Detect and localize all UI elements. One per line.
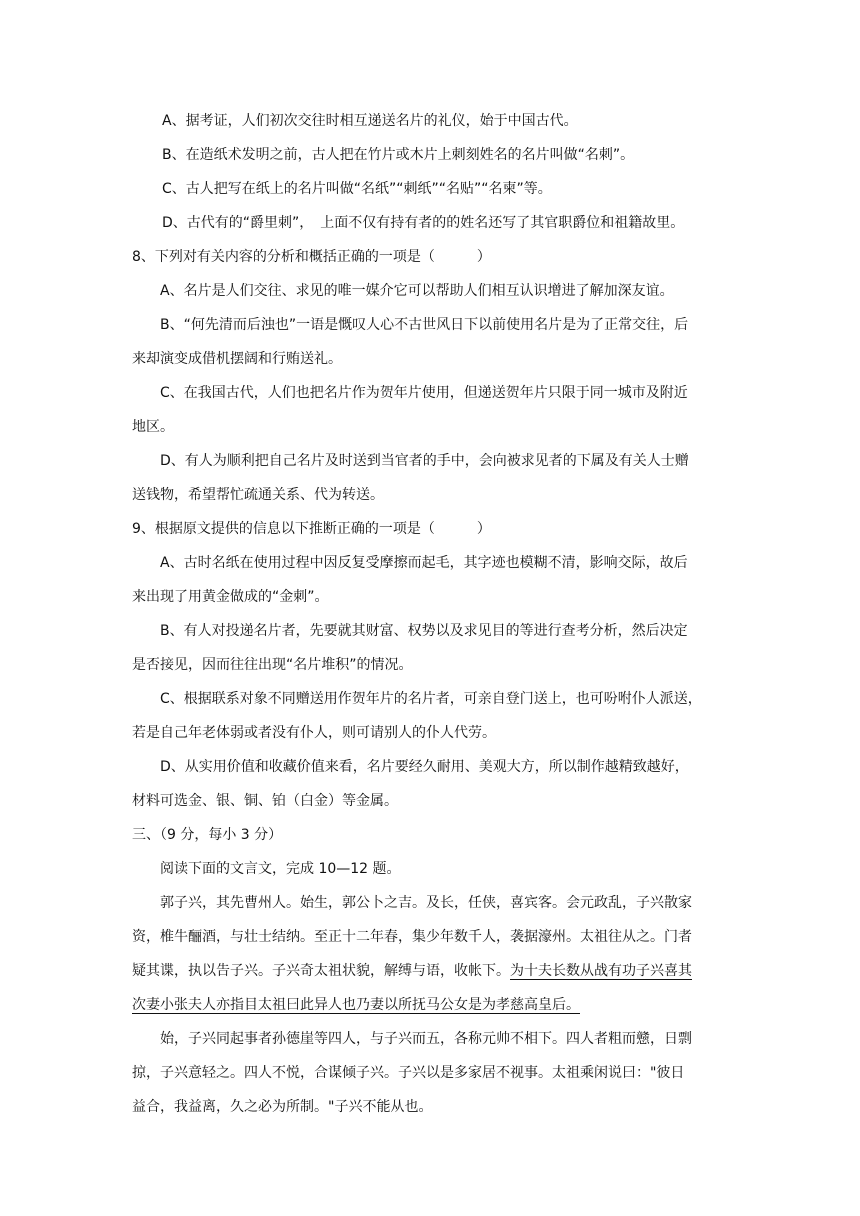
q9-option-b-line1: B、有人对投递名片者，先要就其财富、权势以及求见目的等进行查考分析，然后决定 — [160, 623, 688, 639]
q8-option-c-line2: 地区。 — [132, 419, 174, 435]
q8-option-a: A、名片是人们交往、求见的唯一媒介它可以帮助人们相互认识增进了解加深友谊。 — [160, 283, 674, 299]
passage-para2-line3: 益合，我益离，久之必为所制。"子兴不能从也。 — [132, 1099, 433, 1115]
passage-para1-line2: 资，椎牛酾酒，与壮士结纳。至正十二年春，集少年数千人，袭据濠州。太祖往从之。门者 — [132, 929, 692, 945]
passage-para1-line1: 郭子兴，其先曹州人。始生，郭公卜之吉。及长，任侠，喜宾客。会元政乱，子兴散家 — [160, 895, 692, 911]
q9-option-d-line1: D、从实用价值和收藏价值来看，名片要经久耐用、美观大方，所以制作越精致越好， — [160, 759, 689, 775]
q9-option-a-line1: A、古时名纸在使用过程中因反复受摩擦而起毛，其字迹也模糊不清，影响交际，故后 — [160, 555, 688, 571]
passage-para1-line3 — [132, 954, 692, 988]
q8-option-c-line1: C、在我国古代，人们也把名片作为贺年片使用，但递送贺年片只限于同一城市及附近 — [160, 385, 688, 401]
section-3-instruction: 阅读下面的文言文，完成 10—12 题。 — [160, 861, 401, 877]
q8-stem: 8、下列对有关内容的分析和概括正确的一项是（ ） — [132, 249, 491, 265]
passage-para2-line1: 始，子兴同起事者孙德崖等四人，与子兴而五，各称元帅不相下。四人者粗而戆，日剽 — [160, 1031, 692, 1047]
q7-option-a: A、据考证，人们初次交往时相互递送名片的礼仪，始于中国古代。 — [162, 113, 578, 129]
q8-option-b-line2: 来却演变成借机摆阔和行贿送礼。 — [132, 351, 342, 367]
q9-option-c-line1: C、根据联系对象不同赠送用作贺年片的名片者，可亲自登门送上，也可吩咐仆人派送， — [160, 691, 702, 707]
q7-option-b: B、在造纸术发明之前，古人把在竹片或木片上刺刻姓名的名片叫做“名刺”。 — [162, 147, 635, 163]
passage-para1-line3-text: 疑其谍，执以告子兴。子兴奇太祖状貌，解缚与语，收帐下。 — [132, 963, 510, 979]
q9-option-a-line2: 来出现了用黄金做成的“金刺”。 — [132, 589, 329, 605]
section-3-heading: 三、（9 分，每小 3 分） — [132, 827, 283, 843]
passage-para2-line2: 掠，子兴意轻之。四人不悦，合谋倾子兴。子兴以是多家居不视事。太祖乘闲说曰："彼日 — [132, 1065, 685, 1081]
q8-option-d-line2: 送钱物，希望帮忙疏通关系、代为转送。 — [132, 487, 384, 503]
translation-underlined-sentence-part2: 次妻小张夫人亦指目太祖曰此异人也乃妻以所抚马公女是为孝慈高皇后。 — [132, 997, 580, 1013]
q7-option-d: D、古代有的“爵里刺”， 上面不仅有持有者的的姓名还写了其官职爵位和祖籍故里。 — [162, 215, 685, 231]
q7-option-c: C、古人把写在纸上的名片叫做“名纸”“刺纸”“名贴”“名柬”等。 — [162, 181, 552, 197]
q9-option-d-line2: 材料可选金、银、铜、铂（白金）等金属。 — [132, 793, 398, 809]
q9-stem: 9、根据原文提供的信息以下推断正确的一项是（ ） — [132, 521, 491, 537]
q9-option-b-line2: 是否接见，因而往往出现“名片堆积”的情况。 — [132, 657, 413, 673]
q8-option-d-line1: D、有人为顺利把自己名片及时送到当官者的手中，会向被求见者的下属及有关人士赠 — [160, 453, 689, 469]
q8-option-b-line1: B、“何先清而后浊也”一语是慨叹人心不古世风日下以前使用名片是为了正常交往，后 — [160, 317, 689, 333]
translation-underlined-sentence-part1: 为十夫长数从战有功子兴喜其 — [510, 963, 692, 979]
q9-option-c-line2: 若是自己年老体弱或者没有仆人，则可请别人的仆人代劳。 — [132, 725, 496, 741]
